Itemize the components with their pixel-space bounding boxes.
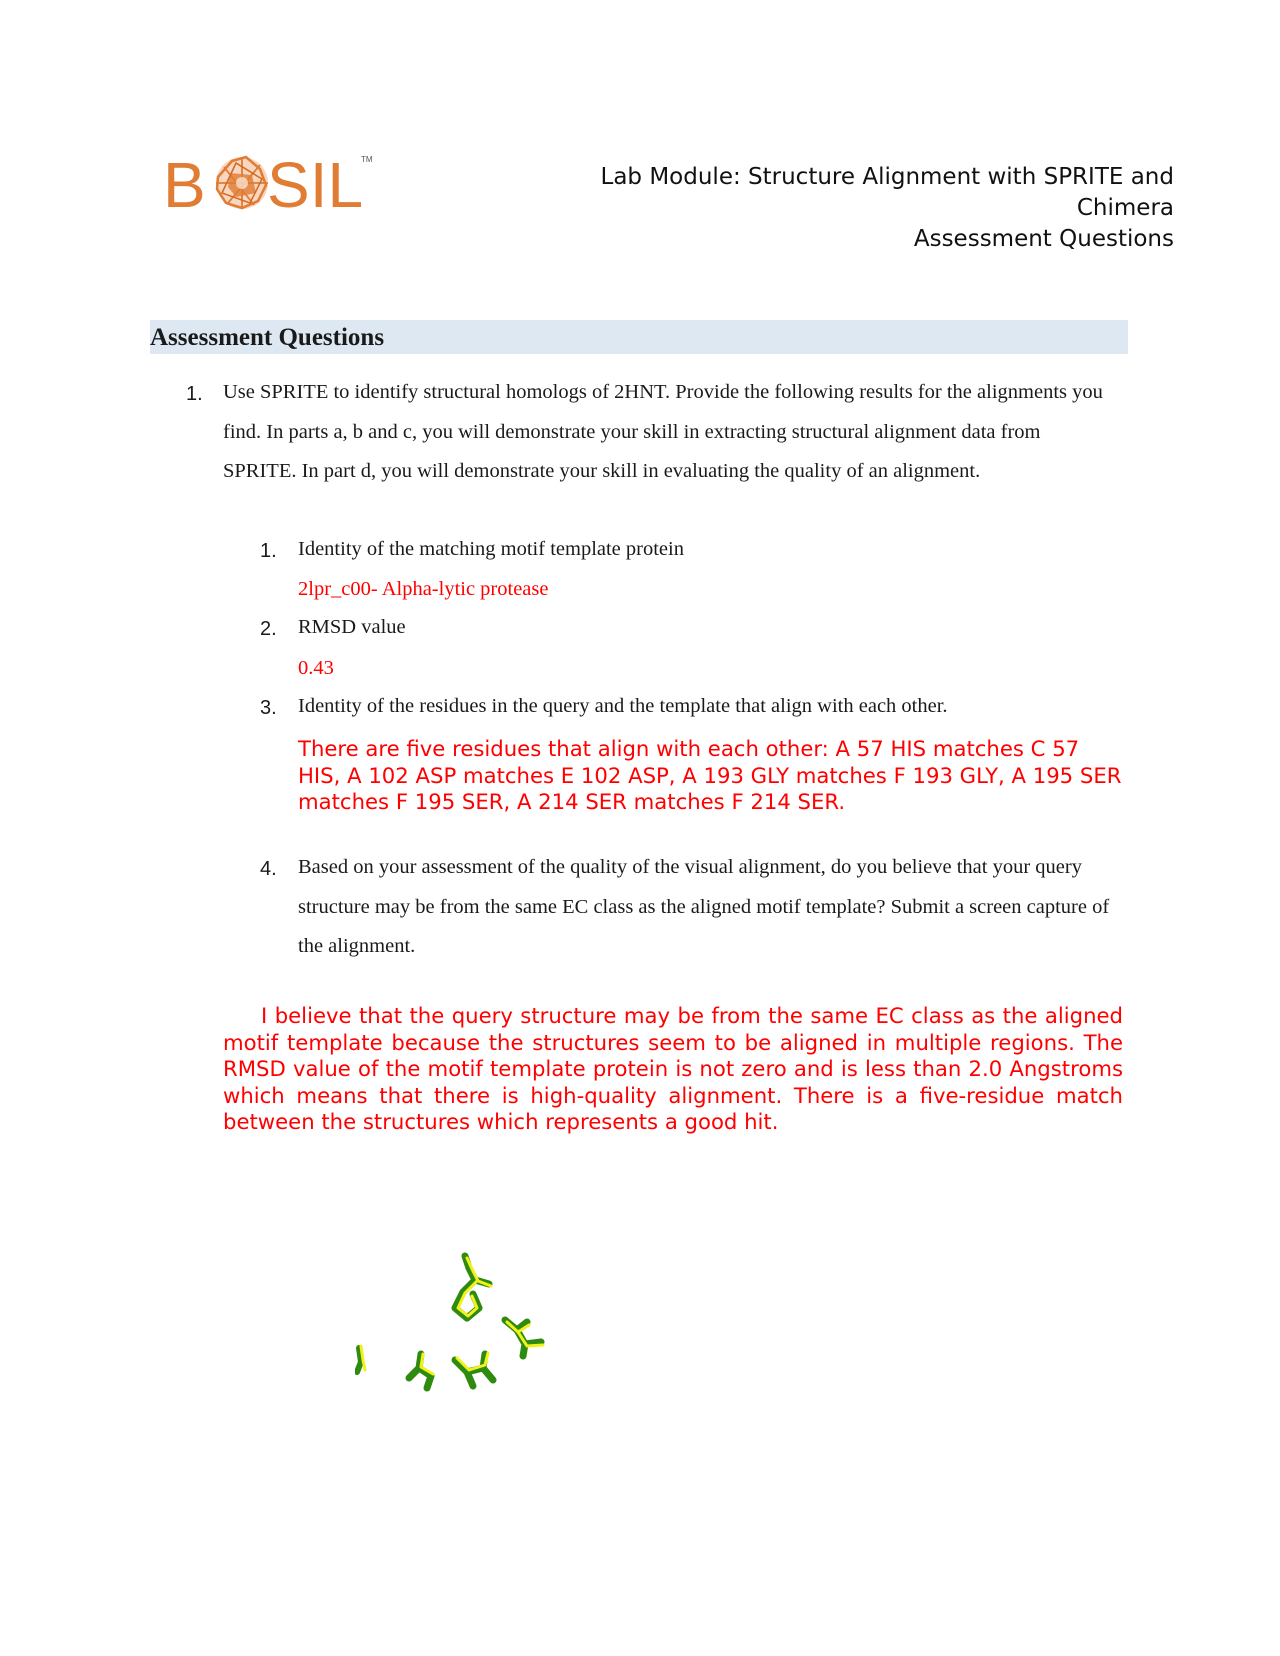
logo-protein-icon <box>216 157 268 209</box>
header-line-1: Lab Module: Structure Alignment with SPRITE and <box>600 164 1174 190</box>
subquestion-2-answer: 0.43 <box>298 657 334 679</box>
subquestion-2-text: RMSD value <box>298 616 406 638</box>
subquestion-2-number: 2. <box>260 618 277 640</box>
final-answer-paragraph: I believe that the query structure may be from the same EC class as the aligned motif template because the structures seem to be aligned in multiple regions. The RMSD value of the motif template protein is not zero and is less than 2.0 Angstroms which means that there is high-quality alignment. There is a five-residue match between the structures which represents a good hit. <box>223 1003 1123 1134</box>
residue-gly-193 <box>409 1354 433 1388</box>
logo-letters-sil: SIL <box>267 149 364 221</box>
subquestion-1-text: Identity of the matching motif template protein <box>298 538 684 560</box>
subquestion-3-answer: There are five residues that align with each other: A 57 HIS matches C 57 HIS, A 102 ASP matches E 102 ASP, A 193 GLY matches F 193 GLY, A 195 SER matches F 195 SER, A 214 SER matches F 214 SER. <box>298 736 1122 814</box>
question-1-number: 1. <box>186 383 203 405</box>
header-line-3: Assessment Questions <box>913 226 1174 252</box>
residue-his-57 <box>455 1256 491 1318</box>
residue-asp-102 <box>455 1353 493 1386</box>
section-heading: Assessment Questions <box>150 324 385 351</box>
subquestion-1-number: 1. <box>260 540 277 562</box>
subquestion-1-answer: 2lpr_c00- Alpha-lytic protease <box>298 578 549 600</box>
basil-logo <box>163 143 378 228</box>
header-line-2: Chimera <box>1076 195 1174 221</box>
residue-ser-214 <box>357 1346 365 1372</box>
residue-ser-195 <box>505 1320 543 1356</box>
subquestion-4-text: Based on your assessment of the quality of the visual alignment, do you believe that your query structure may be from the same EC class as the aligned motif template? Submit a screen capture of the alignment. <box>298 856 1110 957</box>
logo-letter-b: B <box>163 149 206 221</box>
subquestion-3-number: 3. <box>260 697 277 719</box>
module-header <box>534 162 1174 255</box>
subquestion-3-text: Identity of the residues in the query and the template that align with each other. <box>298 695 948 717</box>
logo-trademark: TM <box>361 155 373 164</box>
question-1-text: Use SPRITE to identify structural homologs of 2HNT. Provide the following results for the alignments you find. In parts a, b and c, you will demonstrate your skill in extracting structural alignment data from SPRITE. In part d, you will demonstrate your skill in evaluating the quality of an alignment. <box>223 381 1103 482</box>
alignment-screen-capture <box>355 1250 585 1400</box>
subquestion-4-number: 4. <box>260 858 277 880</box>
